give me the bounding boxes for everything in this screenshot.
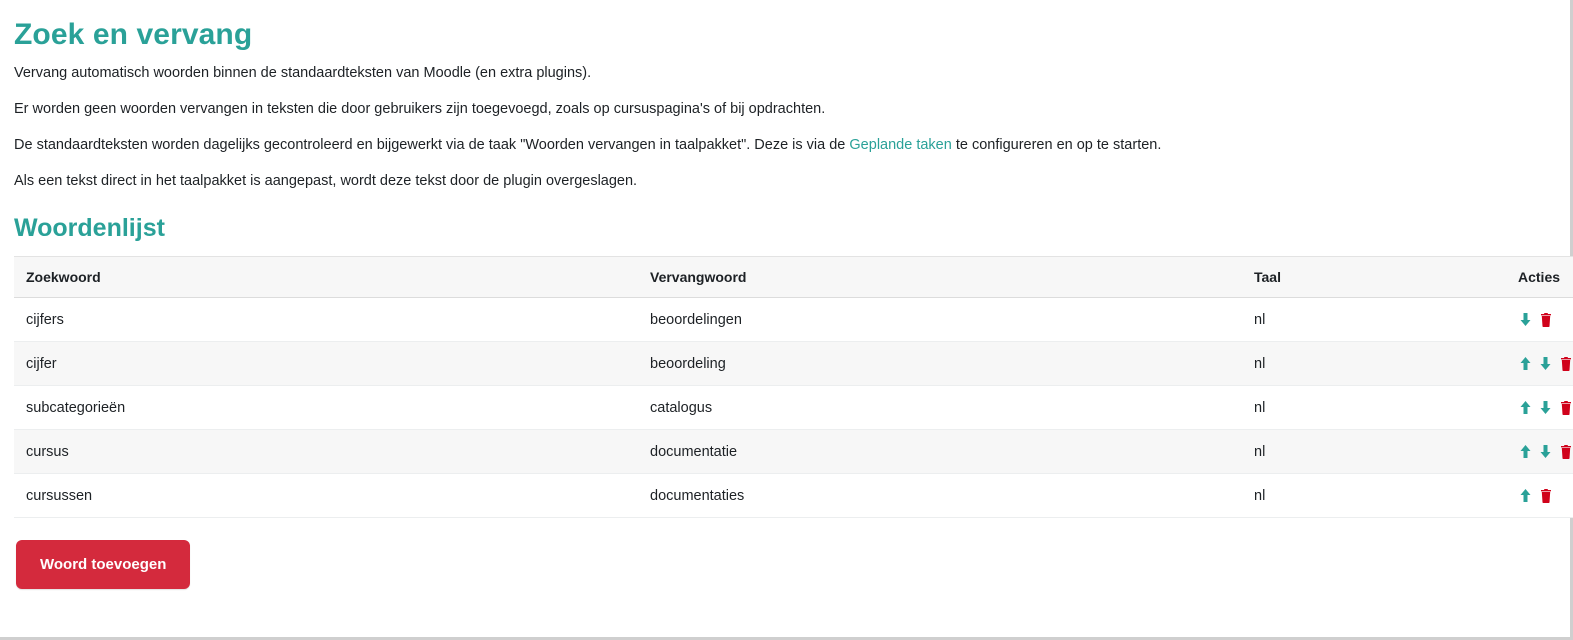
column-header-actions: Acties [1506,257,1573,298]
cell-replace-word: documentaties [638,474,1242,518]
section-title-wordlist: Woordenlijst [14,214,165,242]
cell-search-word: subcategorieën [14,386,638,430]
cell-actions [1506,342,1573,386]
move-up-icon[interactable] [1518,443,1533,460]
cell-language: nl [1242,474,1506,518]
scheduled-task-text-after: te configureren en op te starten. [951,137,1162,153]
move-up-icon[interactable] [1518,355,1533,372]
scheduled-task-paragraph [14,136,1556,154]
cell-language: nl [1242,298,1506,342]
scheduled-task-text-before: De standaardteksten worden dagelijks gecontroleerd en bijgewerkt via de taak "Woorden vervangen in taalpakket". Deze is via de [14,137,850,153]
cell-search-word: cijfer [14,342,638,386]
delete-icon[interactable] [1558,355,1573,372]
row-actions [1518,487,1573,504]
delete-icon[interactable] [1538,311,1553,328]
table-row [14,474,1573,518]
move-down-icon[interactable] [1538,355,1553,372]
intro-paragraph-1: Vervang automatisch woorden binnen de standaardteksten van Moodle (en extra plugins). [14,65,592,81]
intro-paragraph-2: Er worden geen woorden vervangen in teksten die door gebruikers zijn toegevoegd, zoals op cursuspagina's of bij opdrachten. [14,101,826,117]
table-row [14,430,1573,474]
scheduled-tasks-link[interactable]: Geplande taken [849,137,952,153]
wordlist-table-body [14,298,1573,518]
page-title: Zoek en vervang [14,18,253,51]
cell-search-word: cijfers [14,298,638,342]
cell-actions [1506,430,1573,474]
move-up-icon[interactable] [1518,399,1533,416]
wordlist-table [14,256,1573,518]
delete-icon[interactable] [1558,399,1573,416]
move-up-icon[interactable] [1518,487,1533,504]
column-header-replace-word: Vervangwoord [638,257,1242,298]
row-actions [1518,311,1573,328]
delete-icon[interactable] [1538,487,1553,504]
move-down-icon[interactable] [1538,399,1553,416]
cell-actions [1506,474,1573,518]
column-header-search-word: Zoekwoord [14,257,638,298]
wordlist-table-head [14,257,1573,298]
move-down-icon[interactable] [1518,311,1533,328]
table-row [14,298,1573,342]
column-header-language: Taal [1242,257,1506,298]
row-actions [1518,399,1573,416]
table-row [14,386,1573,430]
add-word-button[interactable]: Woord toevoegen [16,540,190,589]
cell-replace-word: beoordelingen [638,298,1242,342]
cell-replace-word: beoordeling [638,342,1242,386]
cell-search-word: cursus [14,430,638,474]
cell-actions [1506,386,1573,430]
cell-replace-word: catalogus [638,386,1242,430]
row-actions [1518,355,1573,372]
table-header-row [14,257,1573,298]
move-down-icon[interactable] [1538,443,1553,460]
row-actions [1518,443,1573,460]
cell-search-word: cursussen [14,474,638,518]
table-row [14,342,1573,386]
cell-language: nl [1242,430,1506,474]
cell-actions [1506,298,1573,342]
intro-paragraph-4: Als een tekst direct in het taalpakket is aangepast, wordt deze tekst door de plugin overgeslagen. [14,173,638,189]
cell-replace-word: documentatie [638,430,1242,474]
cell-language: nl [1242,386,1506,430]
cell-language: nl [1242,342,1506,386]
delete-icon[interactable] [1558,443,1573,460]
